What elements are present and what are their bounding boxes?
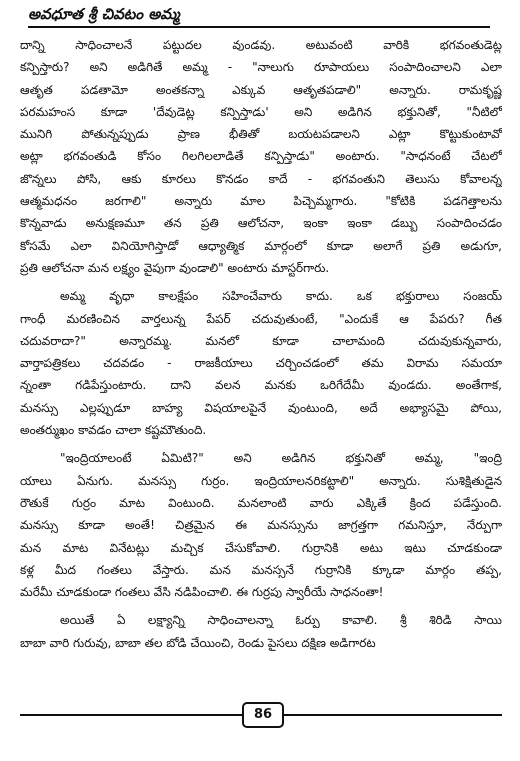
book-title: అవధూత శ్రీ చివటం అమ్మ bbox=[28, 5, 180, 23]
text-line: అంతర్ముఖం కావడం చాలా కష్టమౌతుంది. bbox=[20, 423, 207, 438]
text-line: గాంధీ మరణించిన వార్తలున్న పేపర్ చదువుతుంటే, "ఎందుకే ఆ పేపరు? గీత bbox=[20, 311, 502, 326]
text-line: దాన్ని సాధించాలనే పట్టుదల వుండవు. అటువంటి వారికి భగవంతుడెట్ల bbox=[20, 38, 502, 52]
text-line: మనస్సు ఎల్లప్పుడూ బాహ్య విషయాలపైనే వుంటుంది, అదే అభ్యాసమై పోయి, bbox=[20, 400, 502, 415]
page-footer bbox=[20, 700, 502, 730]
text-line: కొన్నవాడు అనుక్షణమూ తన ప్రతి ఆలోచనా, ఇంకా ఇంకా డబ్బు సంపాదించడం bbox=[20, 216, 502, 231]
text-line: వార్తాపత్రికలు చదవడం - రాజకీయాలు చర్చించడంలో తమ విరామ సమయా bbox=[20, 356, 502, 371]
text-line: ప్రతి ఆలోచనా మన లక్ష్యం వైపుగా వుండాలి" అంటారు మాస్టర్‌గారు. bbox=[20, 260, 330, 275]
header-rule bbox=[28, 26, 490, 28]
page-number: 86 bbox=[242, 702, 284, 728]
text-line: అట్లా భగవంతుడి కోసం గిలగిలలాడితే కన్పిస్తాడు" అంటారు. "సాధనంటే చేటలో bbox=[20, 149, 502, 164]
text-line: చదువరాదా?" అన్నారమ్మ. మనలో కూడా చాలామంది చదువుకున్నవారు, bbox=[20, 333, 502, 348]
text-line: మరేమీ చూడకుండా గంతలు వేసి నడిపించాలి. ఈ గుర్రపు స్వారీయే సాధనంతా! bbox=[20, 585, 384, 600]
text-line: బాబా వారి గురువు, బాబా తల బోడి చేయించి, రెండు పైసలు దక్షిణ అడిగారట bbox=[20, 635, 376, 650]
text-line: యాలు ఏనుగు. మనస్సు గుర్రం. ఇంద్రియాలనరికట్టాలి" అన్నారు. సుశిక్షితుడైన bbox=[20, 473, 502, 488]
text-line: కన్పిస్తారు? అని అడిగితే అమ్మ - "నాలుగు రూపాయలు సంపాదించాలని ఎలా bbox=[20, 60, 502, 75]
text-line: కోసమే ఎలా వినియోగిస్తాడో ఆధ్యాత్మిక మార్గంలో కూడా అలాగే ప్రతి అడుగూ, bbox=[20, 238, 502, 253]
text-line: ఆతృత పడతామో అంతకన్నా ఎక్కువ ఆతృతపడాలి" అన్నారు. రామకృష్ణ bbox=[20, 82, 502, 97]
text-line: అమ్మ వృధా కాలక్షేపం సహించేవారు కాదు. ఒక భక్తురాలు సంజయ్ bbox=[60, 289, 502, 304]
text-line: ఆత్మమధనం జరగాలి" అన్నారు మాల పిచ్చెమ్మగారు. "కోటికి పడగెత్తాలను bbox=[20, 194, 502, 209]
text-line: అయితే ఏ లక్ష్యాన్ని సాధించాలన్నా ఓర్పు కావాలి. శ్రీ శిరిడి సాయి bbox=[60, 613, 502, 628]
text-line: పరమహంస కూడా 'దేవుడెట్ల కన్పిస్తాడు' అని అడిగిన భక్తునితో, "నీటిలో bbox=[20, 104, 502, 119]
text-line: కళ్ల మీద గంతలు వేస్తారు. మన మనస్సనే గుర్రానికి క్కూడా మార్గం తప్ప, bbox=[20, 562, 502, 577]
text-line: మనస్సు కూడా అంతే! చిత్రమైన ఈ మనస్సును జాగ్రత్తగా గమనిస్తూ, నేర్పుగా bbox=[20, 518, 502, 533]
text-line: రౌతుకే గుర్రం మాట వింటుంది. మనలాంటి వారు ఎక్కితే క్రింద పడేస్తుంది. bbox=[20, 495, 502, 510]
text-line: న్నంతా గడిపేస్తుంటారు. దాని వలన మనకు ఒరిగేదేమీ వుండదు. అంతేగాక, bbox=[20, 378, 502, 393]
body-text bbox=[20, 34, 502, 654]
running-header bbox=[28, 4, 490, 28]
text-line: జొన్నలు పోసి, ఆకు కూరలు కొనడం కాదే - భగవంతుని తెలుసు కోవాలన్న bbox=[20, 171, 502, 186]
text-line: మన మాట వినేటట్లు మచ్చిక చేసుకోవాలి. గుర్రానికి అటు ఇటు చూడకుండా bbox=[20, 540, 502, 555]
text-line: "ఇంద్రియాలంటే ఏమిటి?" అని అడిగిన భక్తునితో అమ్మ, "ఇంద్రి bbox=[60, 451, 502, 466]
text-line: మునిగి పోతున్నప్పుడు ప్రాణ భీతితో బయటపడాలని ఎట్లా కొట్టుకుంటావో bbox=[20, 127, 502, 142]
